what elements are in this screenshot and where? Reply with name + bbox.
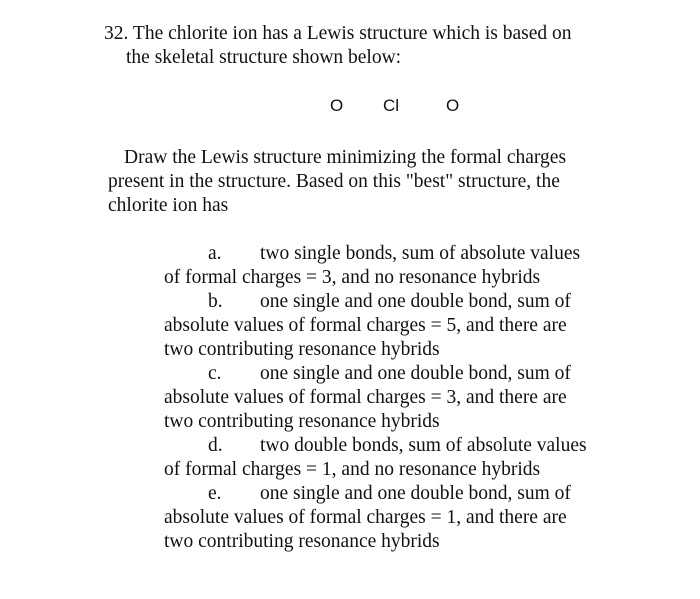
option-letter: d. xyxy=(208,435,223,456)
option-text: one single and one double bond, sum of xyxy=(260,483,571,504)
option-a[interactable] xyxy=(164,242,614,290)
option-letter: a. xyxy=(208,243,222,264)
option-b[interactable] xyxy=(164,290,614,362)
option-text: of formal charges = 3, and no resonance hybrids xyxy=(164,267,541,288)
option-text: absolute values of formal charges = 5, and there are xyxy=(164,315,567,336)
instruction-line-2: present in the structure. Based on this "best" structure, the xyxy=(108,171,560,192)
option-text: two contributing resonance hybrids xyxy=(164,339,440,360)
option-letter: b. xyxy=(208,291,223,312)
option-text: two contributing resonance hybrids xyxy=(164,411,440,432)
option-text: two single bonds, sum of absolute values xyxy=(260,243,581,264)
option-text: absolute values of formal charges = 3, and there are xyxy=(164,387,567,408)
question-line-2: the skeletal structure shown below: xyxy=(126,47,402,68)
atom-chlorine: Cl xyxy=(383,96,400,115)
instruction-text xyxy=(108,146,600,218)
option-letter: c. xyxy=(208,363,222,384)
option-text: two double bonds, sum of absolute values xyxy=(260,435,587,456)
atom-oxygen-right: O xyxy=(446,96,460,115)
option-c[interactable] xyxy=(164,362,614,434)
question-stem xyxy=(104,22,629,70)
question-line-1 xyxy=(104,22,629,46)
atom-oxygen-left: O xyxy=(330,96,344,115)
option-text: absolute values of formal charges = 1, and there are xyxy=(164,507,567,528)
option-text: of formal charges = 1, and no resonance hybrids xyxy=(164,459,541,480)
answer-options xyxy=(164,242,614,554)
option-text: one single and one double bond, sum of xyxy=(260,291,571,312)
question-text-1: The chlorite ion has a Lewis structure which is based on xyxy=(132,23,572,44)
option-letter: e. xyxy=(208,483,222,504)
instruction-line-1: Draw the Lewis structure minimizing the formal charges xyxy=(124,147,567,168)
option-e[interactable] xyxy=(164,482,614,554)
skeletal-structure xyxy=(0,94,700,122)
option-text: two contributing resonance hybrids xyxy=(164,531,440,552)
question-number: 32. xyxy=(104,23,129,44)
option-text: one single and one double bond, sum of xyxy=(260,363,571,384)
instruction-line-3: chlorite ion has xyxy=(108,195,229,216)
option-d[interactable] xyxy=(164,434,614,482)
